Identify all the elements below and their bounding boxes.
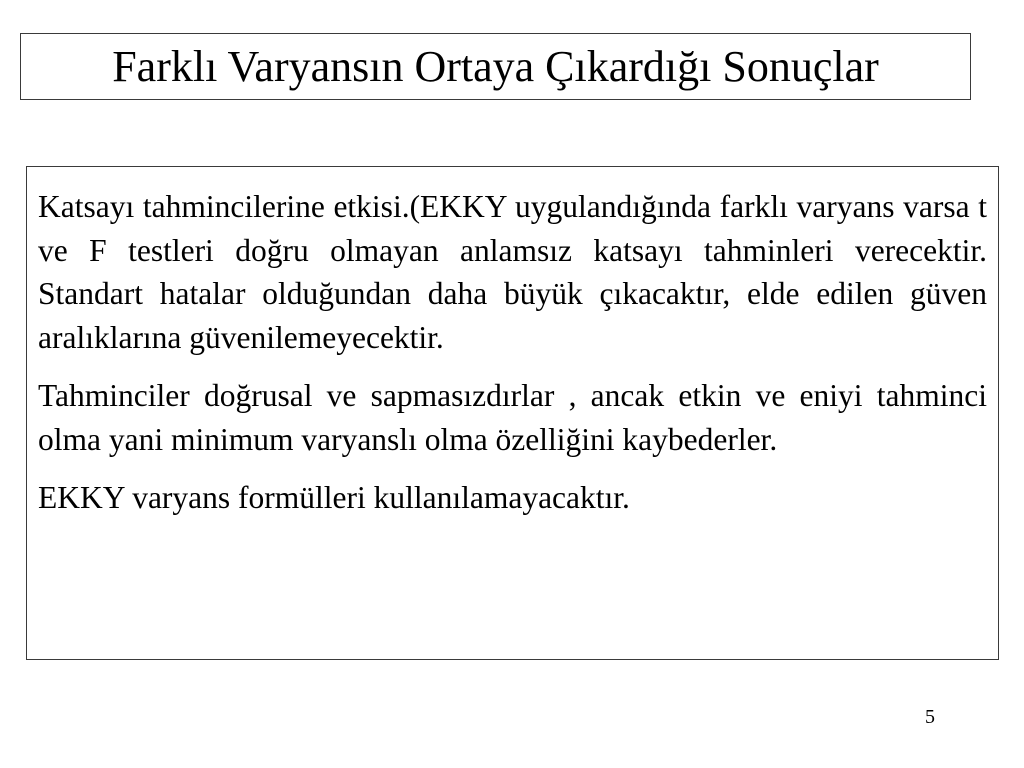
page-number: 5: [925, 706, 935, 728]
content-box: [26, 166, 999, 660]
paragraph-3: EKKY varyans formülleri kullanılamayacaktır.: [38, 480, 630, 515]
paragraph-2: Tahminciler doğrusal ve sapmasızdırlar , ancak etkin ve eniyi tahminci olma yani minimum varyanslı olma özelliğini kaybederler.: [38, 378, 987, 457]
slide-title: Farklı Varyansın Ortaya Çıkardığı Sonuçlar: [112, 41, 879, 91]
title-box: [20, 33, 971, 100]
paragraph-1: Katsayı tahmincilerine etkisi.(EKKY uygulandığında farklı varyans varsa t ve F testleri doğru olmayan anlamsız katsayı tahminleri verecektir. Standart hatalar olduğundan daha büyük çıkacaktır, elde edilen güven aralıklarına güvenilemeyecektir.: [38, 189, 987, 355]
